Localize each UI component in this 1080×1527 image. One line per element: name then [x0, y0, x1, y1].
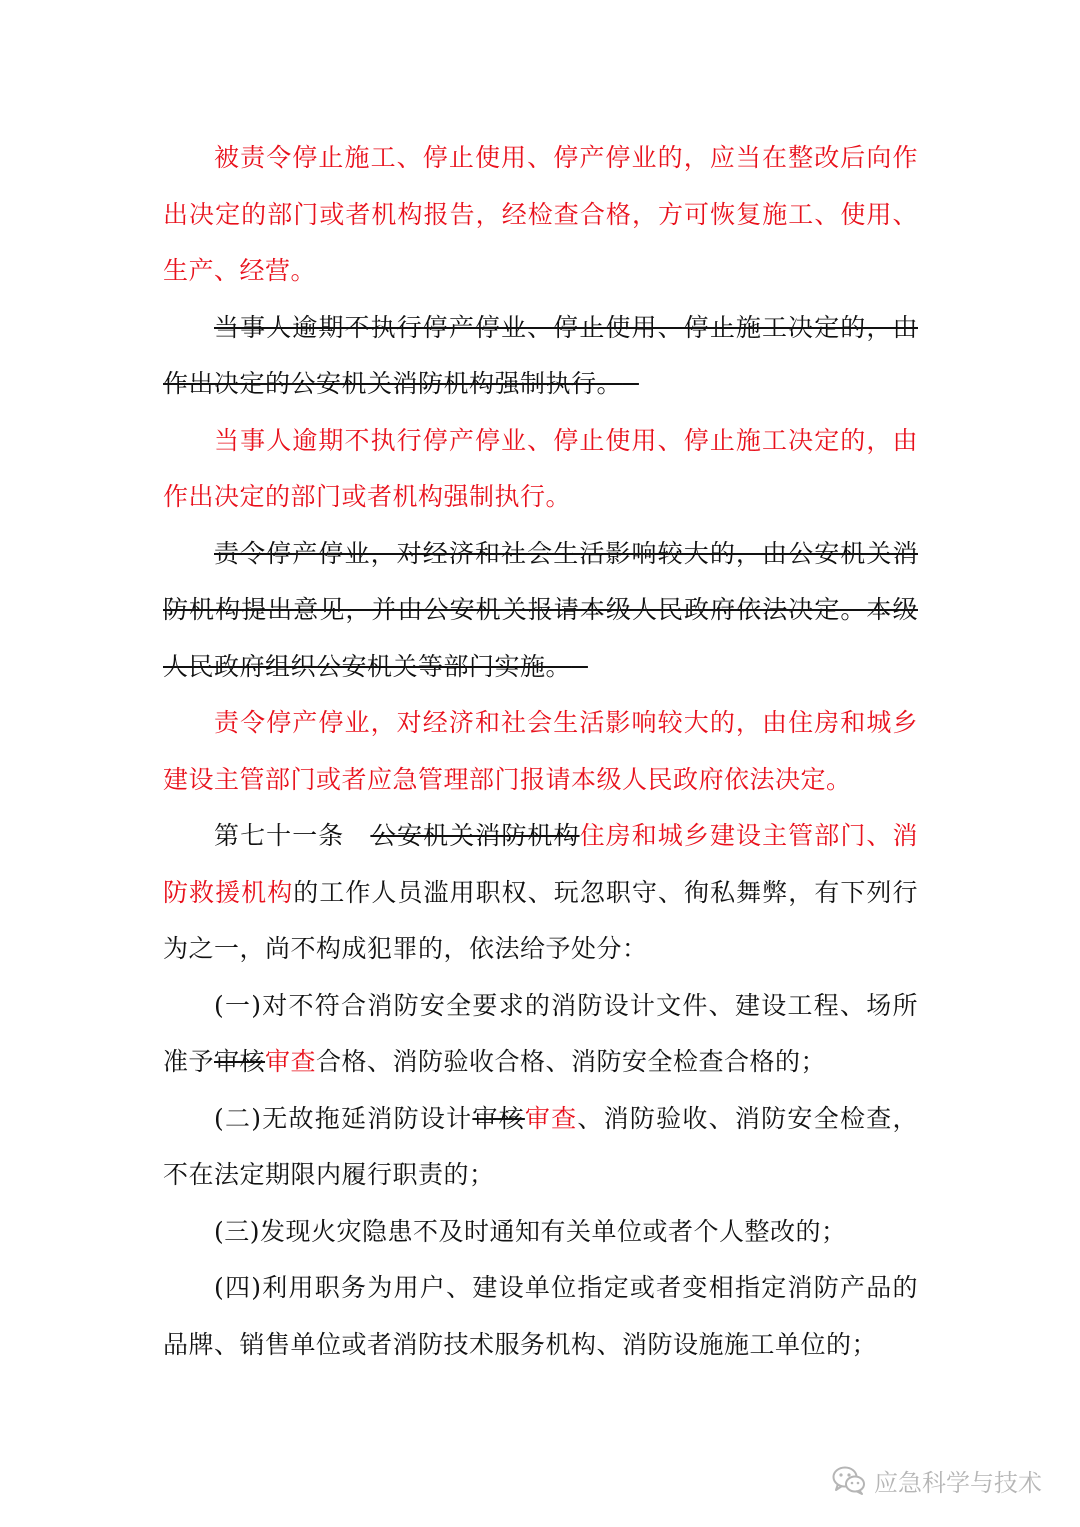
- item-text: 合格、消防验收合格、消防安全检查合格的；: [316, 1047, 827, 1076]
- inserted-text: 审查: [524, 1103, 578, 1133]
- deleted-mark: [622, 369, 639, 398]
- deleted-text: 审核: [214, 1047, 266, 1076]
- deleted-text: 审核: [472, 1103, 525, 1133]
- deleted-text: 当事人逾期不执行停产停业、停止使用、停止施工决定的，由作出决定的公安机关消防机构强制执行。: [163, 312, 918, 398]
- paragraph-deleted-enforcement: [163, 300, 918, 413]
- inserted-text: 住房和城乡建设主管部门、消防救援机构: [163, 821, 918, 907]
- item-text: (二)无故拖延消防设计: [214, 1103, 473, 1133]
- paragraph-inserted-suspension: 责令停产停业，对经济和社会生活影响较大的，由住房和城乡建设主管部门或者应急管理部门报请本级人民政府依法决定。: [163, 708, 918, 794]
- wechat-icon: [832, 1465, 866, 1495]
- list-item-4: (四)利用职务为用户、建设单位指定或者变相指定消防产品的品牌、销售单位或者消防技术服务机构、消防设施施工单位的；: [163, 1273, 918, 1359]
- deleted-mark: [571, 652, 588, 681]
- list-item-3: (三)发现火灾隐患不及时通知有关单位或者个人整改的；: [214, 1216, 847, 1246]
- list-item-2: [163, 1091, 918, 1204]
- inserted-text: 审查: [265, 1047, 317, 1076]
- paragraph-inserted-enforcement: 当事人逾期不执行停产停业、停止使用、停止施工决定的，由作出决定的部门或者机构强制执行。: [163, 425, 918, 511]
- list-item-1: [163, 978, 918, 1091]
- article-71: [163, 808, 918, 978]
- paragraph-rectification-report: 被责令停止施工、停止使用、停产停业的，应当在整改后向作出决定的部门或者机构报告，经检查合格，方可恢复施工、使用、生产、经营。: [163, 143, 918, 285]
- deleted-text: 责令停产停业，对经济和社会生活影响较大的，由公安机关消防机构提出意见，并由公安机关报请本级人民政府依法决定。本级人民政府组织公安机关等部门实施。: [163, 538, 918, 681]
- item-text: (一)对不符合消防安全要求的消防设计文件、建设工程、场所准予: [163, 990, 918, 1076]
- paragraph-deleted-suspension: [163, 526, 918, 696]
- watermark: [832, 1460, 1042, 1500]
- deleted-text: 公安机关消防机构: [370, 821, 580, 850]
- article-body: 的工作人员滥用职权、玩忽职守、徇私舞弊，有下列行为之一，尚不构成犯罪的，依法给予处分：: [163, 877, 918, 963]
- watermark-text: 应急科学与技术: [874, 1468, 1042, 1497]
- article-title: 第七十一条: [214, 821, 345, 850]
- item-text: 、消防验收、消防安全检查，不在法定期限内履行职责的；: [163, 1103, 918, 1189]
- document-page: [163, 130, 918, 1373]
